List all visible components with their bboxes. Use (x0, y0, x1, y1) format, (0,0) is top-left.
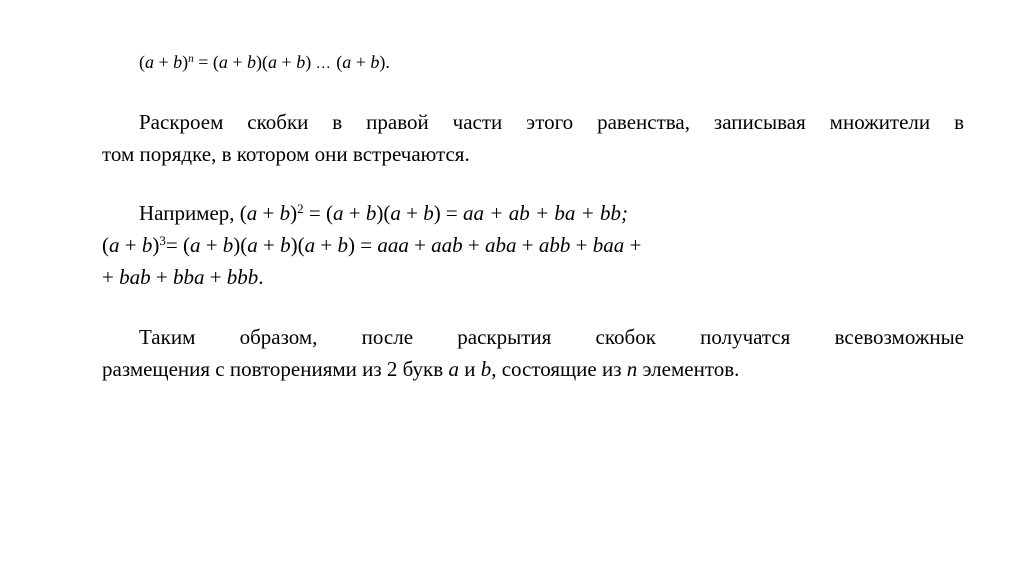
text: ) (182, 52, 189, 72)
binomial-power-formula (139, 48, 964, 78)
text: + (570, 233, 593, 257)
var-b: b (141, 233, 153, 257)
var-b: b (279, 201, 291, 225)
text: + (257, 201, 280, 225)
text: ( (102, 233, 109, 257)
text: ( (139, 52, 145, 72)
text: + (343, 201, 366, 225)
var-b: b (222, 233, 234, 257)
term: bbb (226, 265, 259, 289)
var-a: a (333, 201, 344, 225)
text: )( (256, 52, 269, 72)
var-b: b (337, 233, 348, 257)
var-a: a (448, 357, 459, 381)
term: aab (431, 233, 463, 257)
text: + (277, 52, 297, 72)
var-b: b (423, 201, 434, 225)
paragraph-conclusion-line-2 (102, 355, 964, 383)
var-b: b (480, 357, 492, 381)
text: = ( (303, 201, 333, 225)
var-b: b (365, 201, 377, 225)
var-a: a (390, 201, 401, 225)
text: элементов. (637, 357, 740, 381)
var-a: a (304, 233, 316, 257)
text: + (257, 233, 281, 257)
paragraph-expand-line-2 (102, 140, 964, 168)
text: + (102, 265, 120, 289)
text: и (458, 357, 481, 381)
example-cube-continued (102, 263, 964, 291)
text: + (462, 233, 486, 257)
term: aba (485, 233, 517, 257)
text: ). (379, 52, 390, 72)
var-a: a (145, 52, 154, 72)
text: Раскроем скобки в правой части этого равенства, записывая множители в (139, 110, 964, 134)
term: bba (172, 265, 205, 289)
text: + (351, 52, 371, 72)
var-b: b (370, 52, 380, 72)
text: + (150, 265, 173, 289)
text: ) (152, 233, 160, 257)
text: ) (305, 52, 316, 72)
text: + (200, 233, 223, 257)
var-a: a (246, 201, 258, 225)
text: = ( (165, 233, 190, 257)
var-a: a (189, 233, 201, 257)
text: ) (290, 201, 298, 225)
example-cube (102, 231, 964, 259)
paragraph-expand-line-1 (139, 108, 964, 136)
text: ) = (347, 233, 378, 257)
text: , состоящие из (491, 357, 627, 381)
term: baa (592, 233, 625, 257)
text: + (315, 233, 338, 257)
text: + (400, 201, 424, 225)
text: размещения с повторениями из 2 букв (102, 357, 449, 381)
text: = ( (193, 52, 219, 72)
text: )( (233, 233, 248, 257)
example-square (139, 199, 964, 227)
text: + (204, 265, 227, 289)
text: + (516, 233, 539, 257)
text: + (227, 52, 248, 72)
exponent-n: n (188, 52, 194, 65)
term: abb (538, 233, 571, 257)
var-a: a (218, 52, 228, 72)
var-n: n (626, 357, 638, 381)
var-a: a (109, 233, 120, 257)
var-b: b (173, 52, 183, 72)
text: ( (239, 201, 247, 225)
var-a: a (247, 233, 258, 257)
text: Например, (139, 201, 240, 225)
text: Таким образом, после раскрытия скобок получатся всевозможные (139, 325, 964, 349)
text: )( (290, 233, 305, 257)
paragraph-conclusion-line-1 (139, 323, 964, 351)
term: aaa (377, 233, 409, 257)
var-a: a (268, 52, 278, 72)
text: )( (376, 201, 391, 225)
text: ( (331, 52, 343, 72)
expansion-result: aa + ab + ba + bb; (463, 201, 629, 225)
text: ) = (433, 201, 464, 225)
text: + (624, 233, 642, 257)
var-b: b (296, 52, 306, 72)
text: . (258, 265, 264, 289)
var-b: b (280, 233, 291, 257)
exponent-2: 2 (297, 200, 304, 216)
var-a: a (342, 52, 352, 72)
text: том порядке, в котором они встречаются. (102, 142, 470, 166)
text: + (408, 233, 432, 257)
text: + (119, 233, 142, 257)
var-b: b (247, 52, 257, 72)
ellipsis: … (315, 56, 332, 72)
exponent-3: 3 (159, 232, 166, 248)
text: + (154, 52, 174, 72)
term: bab (119, 265, 151, 289)
